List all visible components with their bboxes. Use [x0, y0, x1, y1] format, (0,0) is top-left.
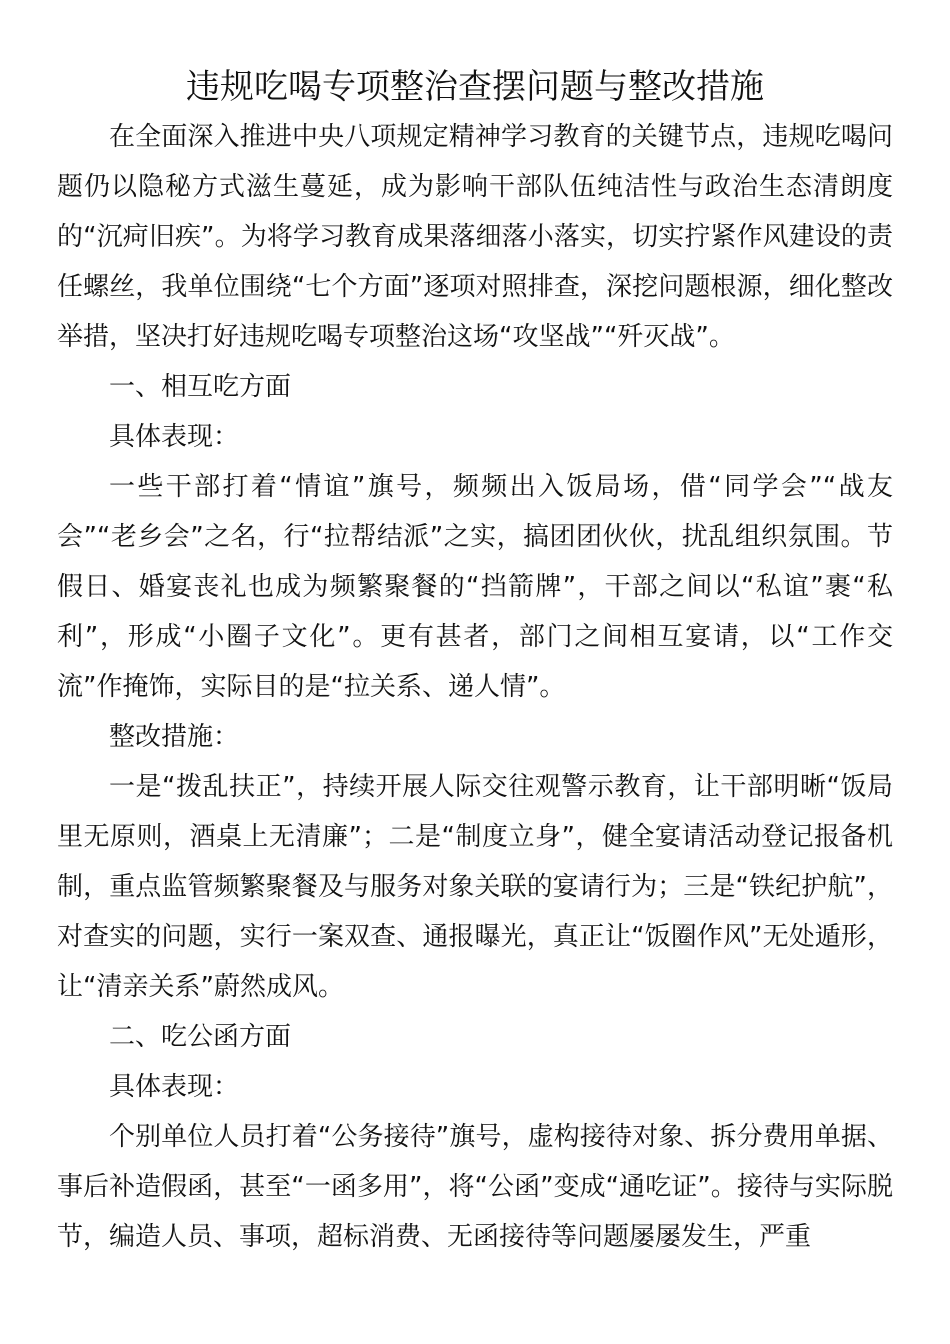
section-1-issues-label: 具体表现：: [109, 422, 240, 452]
section-1-issues-text: 一些干部打着“情谊”旗号，频频出入饭局场，借“同学会”“战友会”“老乡会”之名，行“拉帮结派”之实，搞团团伙伙，扰乱组织氛围。节假日、婚宴丧礼也成为频繁聚餐的“挡箭牌”，干部之间以“私谊”裹“私利”，形成“小圈子文化”。更有甚者，部门之间相互宴请，以“工作交流”作掩饰，实际目的是“拉关系、递人情”。: [57, 472, 893, 702]
document-page: [57, 62, 893, 1262]
section-1-heading: 一、相互吃方面: [109, 372, 292, 402]
intro-paragraph: 在全面深入推进中央八项规定精神学习教育的关键节点，违规吃喝问题仍以隐秘方式滋生蔓延，成为影响干部队伍纯洁性与政治生态清朗度的“沉疴旧疾”。为将学习教育成果落细落小落实，切实拧紧作风建设的责任螺丝，我单位围绕“七个方面”逐项对照排查，深挖问题根源，细化整改举措，坚决打好违规吃喝专项整治这场“攻坚战”“歼灭战”。: [57, 122, 893, 352]
section-1-measures-text: 一是“拨乱扶正”，持续开展人际交往观警示教育，让干部明晰“饭局里无原则，酒桌上无清廉”；二是“制度立身”，健全宴请活动登记报备机制，重点监管频繁聚餐及与服务对象关联的宴请行为；三是“铁纪护航”，对查实的问题，实行一案双查、通报曝光，真正让“饭圈作风”无处遁形，让“清亲关系”蔚然成风。: [57, 772, 893, 1002]
document-title: 违规吃喝专项整治查摆问题与整改措施: [186, 67, 764, 107]
section-2-issues-label: 具体表现：: [109, 1072, 240, 1102]
section-2-heading: 二、吃公函方面: [109, 1022, 292, 1052]
section-1-measures-label: 整改措施：: [109, 722, 240, 752]
section-2-issues-text: 个别单位人员打着“公务接待”旗号，虚构接待对象、拆分费用单据、事后补造假函，甚至“一函多用”，将“公函”变成“通吃证”。接待与实际脱节，编造人员、事项，超标消费、无函接待等问题屡屡发生，严重: [57, 1122, 893, 1252]
